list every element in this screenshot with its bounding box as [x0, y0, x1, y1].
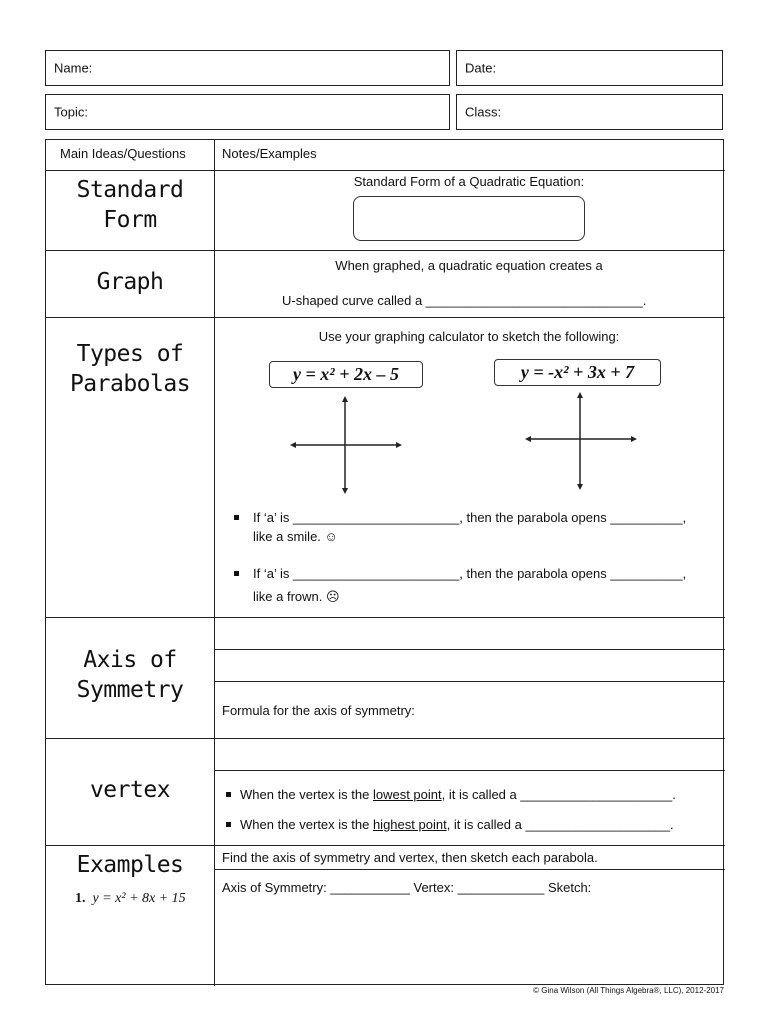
copyright-footer: © Gina Wilson (All Things Algebra®, LLC), 2012-2017	[533, 986, 724, 995]
graph-line1: When graphed, a quadratic equation creates a	[335, 258, 603, 273]
date-label: Date:	[465, 60, 497, 76]
examples-answer-labels: Axis of Symmetry: ___________ Vertex: ____________ Sketch:	[222, 880, 592, 895]
bullet-icon	[226, 822, 231, 827]
vertex-subline	[214, 770, 725, 771]
name-field[interactable]	[45, 50, 450, 86]
example-1: 1. y = x² + 8x + 15	[75, 891, 186, 906]
types-instruction: Use your graphing calculator to sketch the following:	[318, 329, 620, 344]
row-divider	[46, 170, 725, 171]
graph-title: Graph	[96, 269, 164, 295]
row-divider	[46, 617, 725, 618]
bullet-icon	[226, 792, 231, 797]
examples-subline	[214, 869, 725, 870]
row-divider	[46, 845, 725, 846]
axis-title: Axis of Symmetry	[76, 647, 184, 703]
types-title: Types of Parabolas	[69, 341, 191, 397]
coordinate-axes-2[interactable]	[523, 390, 639, 492]
column-header-notes: Notes/Examples	[222, 146, 317, 161]
bullet-icon	[234, 515, 239, 520]
axis-subline	[214, 649, 725, 650]
equation-box-1: y = x² + 2x – 5	[269, 361, 423, 388]
standard-form-title: Standard Form	[76, 177, 184, 233]
date-field[interactable]	[456, 50, 723, 86]
topic-label: Topic:	[54, 104, 88, 120]
name-label: Name:	[54, 60, 93, 76]
standard-form-answer-box[interactable]	[353, 196, 585, 241]
row-divider	[46, 738, 725, 739]
equation-box-2: y = -x² + 3x + 7	[494, 359, 661, 386]
examples-instruction: Find the axis of symmetry and vertex, then sketch each parabola.	[222, 850, 598, 865]
standard-form-heading: Standard Form of a Quadratic Equation:	[353, 174, 585, 189]
row-divider	[46, 317, 725, 318]
row-divider	[46, 250, 725, 251]
vertex-bullet1: When the vertex is the lowest point, it is called a _____________________.	[240, 787, 676, 802]
types-bullet2-line2: like a frown. ☹	[253, 589, 340, 604]
types-bullet2-line1: If ‘a’ is _______________________, then the parabola opens __________,	[253, 566, 687, 581]
column-header-main-ideas: Main Ideas/Questions	[60, 146, 186, 161]
axis-subline	[214, 681, 725, 682]
graph-line2: U-shaped curve called a ______________________________.	[282, 293, 647, 308]
class-label: Class:	[465, 104, 502, 120]
class-field[interactable]	[456, 94, 723, 130]
types-bullet1-line2: like a smile. ☺	[253, 529, 338, 544]
topic-field[interactable]	[45, 94, 450, 130]
examples-title: Examples	[76, 852, 184, 878]
bullet-icon	[234, 571, 239, 576]
vertex-title: vertex	[89, 777, 171, 803]
axis-formula-label: Formula for the axis of symmetry:	[222, 703, 415, 718]
types-bullet1-line1: If ‘a’ is _______________________, then the parabola opens __________,	[253, 510, 687, 525]
coordinate-axes-1[interactable]	[288, 394, 404, 496]
vertex-bullet2: When the vertex is the highest point, it is called a ____________________.	[240, 817, 674, 832]
